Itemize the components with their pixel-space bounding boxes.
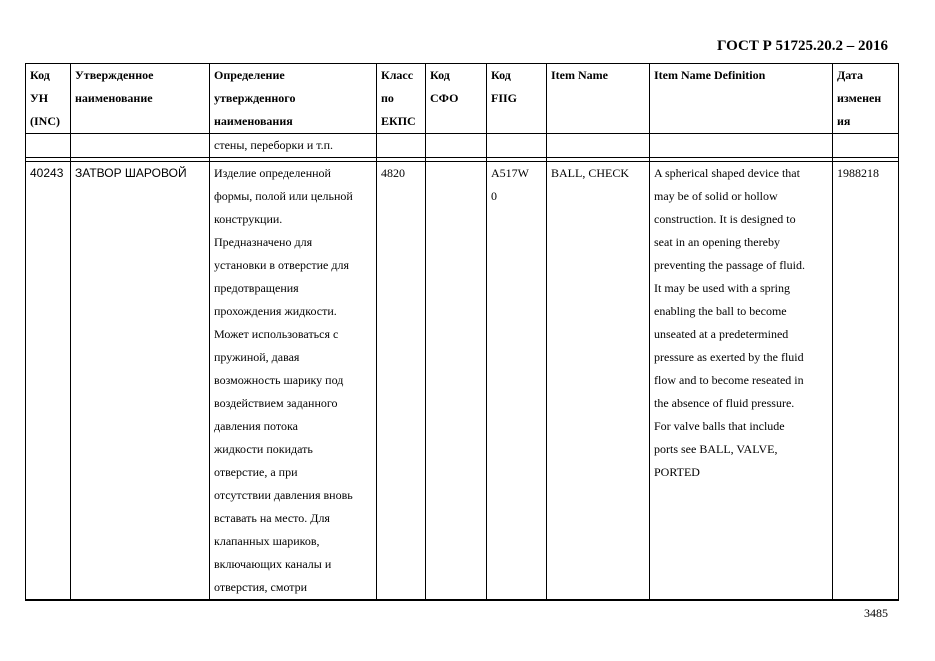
text-line: пружиной, давая xyxy=(214,350,300,364)
fiig-code-cell: A517W 0 xyxy=(487,162,547,601)
text-line: отсутствии давления вновь xyxy=(214,488,353,502)
document-title: ГОСТ Р 51725.20.2 – 2016 xyxy=(716,38,888,54)
header-row xyxy=(26,64,899,134)
text-line: the absence of fluid pressure. xyxy=(654,396,795,410)
text-line: отверстия, смотри xyxy=(214,580,308,594)
text-line: For valve balls that include xyxy=(654,419,785,433)
text-line: клапанных шариков, xyxy=(214,534,320,548)
text-line: прохождения жидкости. xyxy=(214,304,337,318)
text-line: конструкции. xyxy=(214,212,283,226)
text-line: preventing the passage of fluid. xyxy=(654,258,805,272)
text-line: установки в отверстие для xyxy=(214,258,349,272)
text-line: Предназначено для xyxy=(214,235,313,249)
text-line: enabling the ball to become xyxy=(654,304,787,318)
text-line: construction. It is designed to xyxy=(654,212,796,226)
header-date-changed: Дата изменен ия xyxy=(833,64,899,134)
text-line: давления потока xyxy=(214,419,298,433)
item-name-cell: BALL, CHECK xyxy=(547,162,650,601)
text-line: seat in an opening thereby xyxy=(654,235,780,249)
sfo-code-cell xyxy=(426,162,487,601)
catalog-table xyxy=(25,63,899,601)
approved-name-cell: ЗАТВОР ШАРОВОЙ xyxy=(71,162,210,601)
header-item-name-definition: Item Name Definition xyxy=(650,64,833,134)
text-line: A spherical shaped device that xyxy=(654,166,800,180)
text-line: pressure as exerted by the fluid xyxy=(654,350,804,364)
continuation-row xyxy=(26,134,899,158)
header-approved-name: Утвержденное наименование xyxy=(71,64,210,134)
table-row xyxy=(26,162,899,601)
text-line: включающих каналы и xyxy=(214,557,332,571)
header-inc: Код УН (INC) xyxy=(26,64,71,134)
header-definition: Определение утвержденного наименования xyxy=(210,64,377,134)
header-item-name: Item Name xyxy=(547,64,650,134)
text-line: воздействием заданного xyxy=(214,396,338,410)
header-ekps-class: Класс по ЕКПС xyxy=(377,64,426,134)
continuation-text: стены, переборки и т.п. xyxy=(210,134,377,158)
text-line: It may be used with a spring xyxy=(654,281,790,295)
definition-cell xyxy=(210,162,377,601)
text-line: PORTED xyxy=(654,465,700,479)
inc-cell: 40243 xyxy=(26,162,71,601)
text-line: flow and to become reseated in xyxy=(654,373,804,387)
text-line: вставать на место. Для xyxy=(214,511,330,525)
text-line: предотвращения xyxy=(214,281,299,295)
text-line: Изделие определенной xyxy=(214,166,331,180)
text-line: формы, полой или цельной xyxy=(214,189,353,203)
text-line: ports see BALL, VALVE, xyxy=(654,442,778,456)
text-line: may be of solid or hollow xyxy=(654,189,778,203)
text-line: Может использоваться с xyxy=(214,327,339,341)
text-line: жидкости покидать xyxy=(214,442,313,456)
text-line: unseated at a predetermined xyxy=(654,327,789,341)
header-fiig-code: Код FIIG xyxy=(487,64,547,134)
item-definition-cell xyxy=(650,162,833,601)
text-line: отверстие, а при xyxy=(214,465,298,479)
ekps-class-cell: 4820 xyxy=(377,162,426,601)
date-changed-cell: 1988218 xyxy=(833,162,899,601)
text-line: возможность шарику под xyxy=(214,373,344,387)
page-number: 3485 xyxy=(864,606,888,620)
header-sfo-code: Код СФО xyxy=(426,64,487,134)
